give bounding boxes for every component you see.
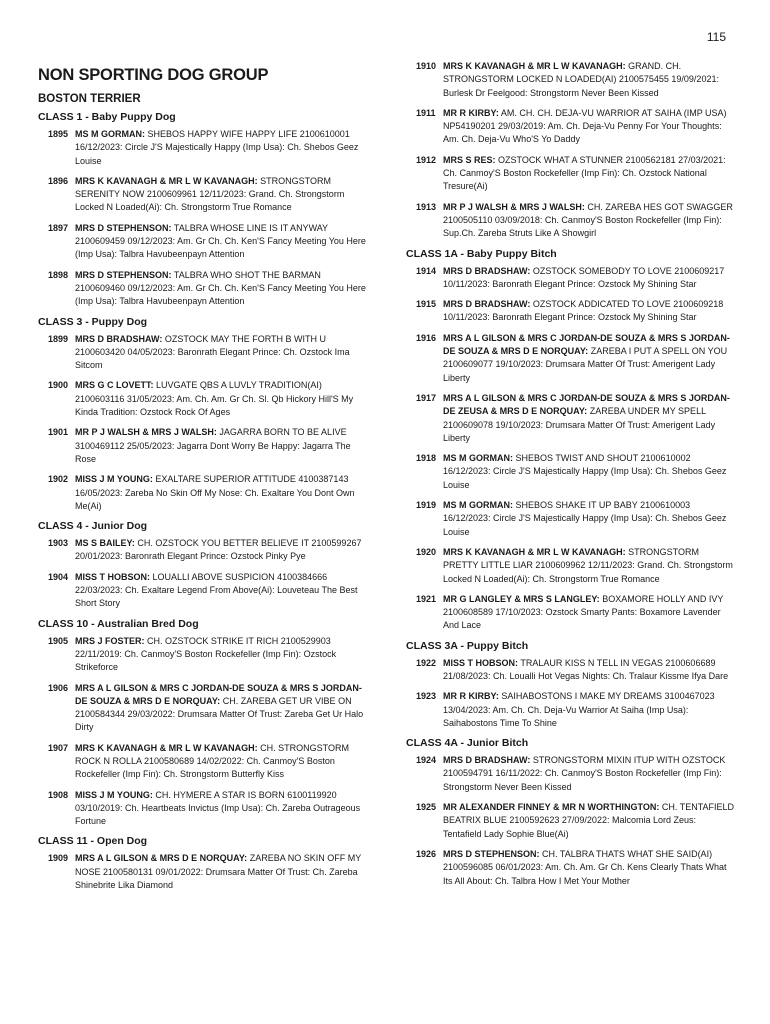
entry [406, 801, 736, 841]
entry [406, 265, 736, 292]
entry-owner: MRS K KAVANAGH & MR L W KAVANAGH: [443, 61, 626, 71]
class-section [38, 618, 368, 829]
entry-owner: MRS K KAVANAGH & MR L W KAVANAGH: [75, 742, 258, 753]
entry-owner: MRS D BRADSHAW: [443, 299, 531, 310]
entry-details: ZAREBA NO SKIN OFF MY NOSE 2100580131 09/01/2022: Drumsara Matter Of Trust: Ch. Zareba Shinebrite Lika Diamond [75, 853, 362, 891]
entry-owner: MRS K KAVANAGH & MR L W KAVANAGH: [443, 546, 626, 557]
entry-details: SHEBOS HAPPY WIFE HAPPY LIFE 2100610001 16/12/2023: Circle J'S Majestically Happy (Imp Usa): Ch. Shebos Geez Louise [75, 129, 359, 166]
entry-body [75, 571, 368, 611]
class-section [38, 835, 368, 892]
entry-number: 1918 [416, 453, 437, 464]
entry-body [443, 298, 736, 325]
entry-owner: MISS J M YOUNG: [75, 789, 153, 800]
group-title: NON SPORTING DOG GROUP [38, 66, 269, 84]
entry-owner: MRS J FOSTER: [75, 635, 145, 646]
class-title: CLASS 4A - Junior Bitch [406, 737, 529, 750]
entry-owner: MRS D STEPHENSON: [75, 269, 172, 280]
entry [406, 392, 736, 445]
class-title: CLASS 1A - Baby Puppy Bitch [406, 247, 557, 260]
entry-owner: MS M GORMAN: [75, 129, 145, 139]
entry-number: 1911 [416, 107, 436, 118]
entry-body [443, 848, 736, 888]
entry-body [443, 499, 736, 539]
entry-details: LUVGATE QBS A LUVLY TRADITION(AI) 2100603116 31/05/2023: Am. Ch. Am. Gr Ch. Sl. Qb Hickory Hill'S My Kinda Tradition: Ozstock Rock Of Ages [75, 380, 354, 418]
entry-body [75, 222, 368, 262]
entry-details: OZSTOCK ADDICATED TO LOVE 2100609218 10/11/2023: Baronrath Elegant Prince: Ozstock My Shining Star [443, 299, 724, 323]
entry-body [75, 426, 368, 466]
entry-number: 1925 [416, 802, 437, 813]
entry [38, 742, 368, 782]
class-title: CLASS 3A - Puppy Bitch [406, 639, 529, 652]
entry [38, 222, 368, 262]
entry-owner: MS M GORMAN: [443, 500, 513, 511]
entry-details: TALBRA WHOSE LINE IS IT ANYWAY 2100609459 09/12/2023: Am. Gr Ch. Ch. Ken'S Fancy Meeting You Here (Imp Usa): Talbra Havubeenpayn Attention [75, 222, 366, 260]
entry-body [75, 333, 368, 373]
entry-body [75, 682, 368, 735]
entry-body [443, 593, 736, 633]
entry-details: CH. OZSTOCK YOU BETTER BELIEVE IT 2100599267 20/01/2023: Baronrath Elegant Prince: Ozstock Pinky Pye [75, 538, 362, 562]
entry-body [443, 690, 736, 730]
entry-owner: MRS D BRADSHAW: [443, 265, 531, 276]
entry-details: BOXAMORE HOLLY AND IVY 2100608589 17/10/2023: Ozstock Smarty Pants: Boxamore Lavender And Lace [443, 593, 724, 631]
entry-number: 1922 [416, 657, 437, 668]
entry [406, 690, 736, 730]
entry [406, 452, 736, 492]
entry-number: 1919 [416, 500, 437, 511]
entry-number: 1912 [416, 154, 437, 165]
class-section [38, 316, 368, 514]
class-title: CLASS 1 - Baby Puppy Dog [38, 111, 176, 123]
entry-number: 1924 [416, 755, 437, 766]
entry-number: 1913 [416, 201, 437, 212]
entry-details: TALBRA WHO SHOT THE BARMAN 2100609460 09/12/2023: Am. Gr Ch. Ch. Ken'S Fancy Meeting You Here (Imp Usa): Talbra Havubeenpayn Attention [75, 269, 366, 307]
entry [406, 546, 736, 586]
entry-owner: MISS J M YOUNG: [75, 474, 153, 485]
entry-details: STRONGSTORM PRETTY LITTLE LIAR 2100609962 12/11/2023: Grand. Ch. Strongstorm Locked N Loaded(Ai): Ch. Strongstorm True Romance [443, 546, 733, 584]
class-section [406, 737, 736, 888]
entry [38, 789, 368, 829]
entry-number: 1920 [416, 546, 437, 557]
entry-number: 1907 [48, 742, 69, 753]
right-class-list [406, 60, 736, 888]
class-title: CLASS 4 - Junior Dog [38, 520, 148, 533]
entry [406, 298, 736, 325]
entry-number: 1906 [48, 682, 69, 693]
entry-details: CH. OZSTOCK STRIKE IT RICH 2100529903 22/11/2019: Ch. Canmoy'S Boston Rockefeller (Imp Fin): Ozstock Strikeforce [75, 635, 337, 673]
entry-number: 1899 [48, 333, 69, 344]
class-title: CLASS 10 - Australian Bred Dog [38, 617, 199, 630]
entry-owner: MR P J WALSH & MRS J WALSH: [75, 427, 217, 438]
entry [38, 473, 368, 513]
entry [38, 333, 368, 373]
entry-body [75, 128, 368, 168]
entry [406, 593, 736, 633]
entry-body [75, 537, 368, 564]
entry-details: OZSTOCK MAY THE FORTH B WITH U 2100603420 04/05/2023: Baronrath Elegant Prince: Ch. Ozstock Ima Sitcom [75, 333, 350, 371]
entry-number: 1902 [48, 474, 69, 485]
entry-owner: MR R KIRBY: [443, 107, 499, 118]
entry [406, 657, 736, 684]
entry [38, 682, 368, 735]
entry-number: 1903 [48, 538, 69, 549]
entry-owner: MRS G C LOVETT: [75, 380, 154, 391]
entry-number: 1917 [416, 392, 437, 403]
entry-number: 1908 [48, 789, 69, 800]
entry [38, 852, 368, 892]
entry-details: CH. TENTAFIELD BEATRIX BLUE 2100592623 27/09/2022: Malcomia Lord Zeus: Tentafield Lady Sophie Blue(Ai) [443, 802, 735, 839]
entry-owner: MISS T HOBSON: [443, 657, 519, 668]
entry [406, 754, 736, 794]
entry [38, 635, 368, 675]
entry [406, 499, 736, 539]
entry-owner: MRS A L GILSON & MRS C JORDAN-DE SOUZA & MRS S JORDAN-DE ZEUSA & MRS D E NORQUAY: [443, 392, 730, 417]
entry-body [443, 452, 736, 492]
class-section [38, 111, 368, 309]
entry-details: SAIHABOSTONS I MAKE MY DREAMS 3100467023 13/04/2023: Am. Ch. Ch. Deja-Vu Warrior At Saiha (Imp Usa): Saihabostons Time To Shine [443, 691, 715, 728]
entry [38, 426, 368, 466]
entry-owner: MRS A L GILSON & MRS D E NORQUAY: [75, 853, 248, 864]
entry-owner: MISS T HOBSON: [75, 571, 151, 582]
entry-body [443, 107, 736, 147]
entry-number: 1916 [416, 332, 437, 343]
entry-number: 1895 [48, 129, 69, 139]
entry [38, 128, 368, 168]
entry [38, 379, 368, 419]
entry-owner: MRS D BRADSHAW: [75, 333, 163, 344]
entry-number: 1909 [48, 853, 69, 864]
entry-number: 1900 [48, 380, 69, 391]
entry-number: 1914 [416, 265, 437, 276]
class-section [406, 640, 736, 730]
entry-number: 1910 [416, 61, 437, 71]
entry-body [443, 154, 736, 194]
entry-number: 1896 [48, 175, 69, 186]
breed-title: BOSTON TERRIER [38, 93, 141, 105]
entry-body [75, 175, 368, 215]
entry-details: CH. ZAREBA GET UR VIBE ON 2100584344 29/03/2022: Drumsara Matter Of Trust: Zareba Get Ur Halo Dirty [75, 695, 364, 733]
entry-body [75, 789, 368, 829]
class-section [38, 520, 368, 610]
entry-details: GRAND. CH. STRONGSTORM LOCKED N LOADED(AI) 2100575455 19/09/2021: Burlesk Dr Feelgood: Strongstorm Never Been Kissed [443, 61, 719, 98]
entry-details: CH. TALBRA THATS WHAT SHE SAID(AI) 2100596085 06/01/2023: Am. Ch. Am. Gr Ch. Kens Clearly Thats What Its All About: Ch. Talbra How I Met Your Mother [443, 848, 727, 886]
entry-number: 1904 [48, 571, 69, 582]
entry-details: STRONGSTORM SERENITY NOW 2100609961 12/11/2023: Grand. Ch. Strongstorm Locked N Loaded(Ai): Ch. Strongstorm True Romance [75, 175, 345, 213]
entry-body [443, 657, 736, 684]
entry-details: ZAREBA I PUT A SPELL ON YOU 2100609077 19/10/2023: Drumsara Matter Of Trust: Amerigent Lady Liberty [443, 346, 728, 383]
entry-owner: MRS D STEPHENSON: [75, 222, 172, 233]
entry-details: SHEBOS SHAKE IT UP BABY 2100610003 16/12/2023: Circle J'S Majestically Happy (Imp Usa): Ch. Shebos Geez Louise [443, 500, 727, 537]
entry [406, 60, 736, 100]
left-class-list [38, 111, 368, 892]
entry-body [443, 392, 736, 445]
entry [38, 269, 368, 309]
class-title: CLASS 11 - Open Dog [38, 835, 148, 848]
class-section [406, 248, 736, 633]
entry-owner: MR R KIRBY: [443, 691, 499, 702]
entry [38, 537, 368, 564]
entry-number: 1926 [416, 848, 437, 859]
entry-body [443, 201, 736, 241]
entry-details: ZAREBA UNDER MY SPELL 2100609078 19/10/2023: Drumsara Matter Of Trust: Amerigent Lady Liberty [443, 406, 716, 443]
entry-details: TRALAUR KISS N TELL IN VEGAS 2100606689 21/08/2023: Ch. Loualli Hot Vegas Nights: Ch. Tralaur Kissme Ifya Dare [443, 657, 729, 681]
class-title: CLASS 3 - Puppy Dog [38, 315, 148, 328]
entry-details: OZSTOCK SOMEBODY TO LOVE 2100609217 10/11/2023: Baronrath Elegant Prince: Ozstock My Shining Star [443, 265, 725, 289]
entry-details: STRONGSTORM MIXIN ITUP WITH OZSTOCK 2100594791 16/11/2022: Ch. Canmoy'S Boston Rockefeller (Imp Fin): Strongstorm Never Been Kissed [443, 755, 726, 792]
entry-body [75, 742, 368, 782]
entry-owner: MS M GORMAN: [443, 453, 513, 464]
entry-body [443, 265, 736, 292]
entry-details: OZSTOCK WHAT A STUNNER 2100562181 27/03/2021: Ch. Canmoy'S Boston Rockefeller (Imp Fin): Ch. Ozstock National Tresure(Ai) [443, 154, 726, 192]
entry-body [443, 332, 736, 385]
entry-owner: MRS D BRADSHAW: [443, 755, 531, 766]
right-column [406, 60, 736, 895]
entry-number: 1921 [416, 593, 437, 604]
entry-owner: MR G LANGLEY & MRS S LANGLEY: [443, 593, 600, 604]
entry [406, 201, 736, 241]
entry-owner: MR P J WALSH & MRS J WALSH: [443, 201, 585, 212]
entry-body [75, 473, 368, 513]
entry-body [443, 546, 736, 586]
entry-owner: MRS D STEPHENSON: [443, 848, 540, 859]
entry-body [443, 60, 736, 100]
entry-body [75, 269, 368, 309]
entry-details: JAGARRA BORN TO BE ALIVE 3100469112 25/05/2023: Jagarra Dont Worry Be Happy: Jagarra The Rose [75, 427, 351, 464]
entry-number: 1915 [416, 299, 437, 310]
entry-owner: MRS A L GILSON & MRS C JORDAN-DE SOUZA & MRS S JORDAN-DE SOUZA & MRS D E NORQUAY: [443, 332, 730, 357]
entry-number: 1905 [48, 635, 69, 646]
entry-details: AM. CH. CH. DEJA-VU WARRIOR AT SAIHA (IMP USA) NP54190201 29/03/2019: Am. Ch. Deja-Vu Penny For Your Thoughts: Am. Ch. Deja-Vu Who'S Yo Daddy [443, 107, 727, 145]
entry-details: LOUALLI ABOVE SUSPICION 4100384666 22/03/2023: Ch. Exaltare Legend From Above(Ai): Louveteau The Best Short Story [75, 571, 358, 609]
entry [406, 154, 736, 194]
left-column [38, 60, 368, 899]
entry-body [75, 635, 368, 675]
entry-owner: MS S BAILEY: [75, 538, 135, 549]
entry-body [443, 801, 736, 841]
entry-body [75, 379, 368, 419]
entry-owner: MR ALEXANDER FINNEY & MR N WORTHINGTON: [443, 802, 660, 813]
entry-details: CH. STRONGSTORM ROCK N ROLLA 2100580689 14/02/2022: Ch. Canmoy'S Boston Rockefeller (Imp Fin): Ch. Strongstorm Butterfly Kiss [75, 742, 350, 780]
entry-body [75, 852, 368, 892]
page-number: 115 [706, 30, 726, 44]
entry-number: 1901 [48, 427, 69, 438]
entry [406, 848, 736, 888]
entry [406, 107, 736, 147]
entry [406, 332, 736, 385]
entry-owner: MRS S RES: [443, 154, 496, 165]
entry-details: CH. ZAREBA HES GOT SWAGGER 2100505110 03/09/2018: Ch. Canmoy'S Boston Rockefeller (Imp Fin): Sup.Ch. Zareba Struts Like A Showgirl [443, 201, 733, 239]
entry-owner: MRS A L GILSON & MRS C JORDAN-DE SOUZA & MRS S JORDAN-DE SOUZA & MRS D E NORQUAY: [75, 682, 362, 706]
entry-details: SHEBOS TWIST AND SHOUT 2100610002 16/12/2023: Circle J'S Majestically Happy (Imp Usa): Ch. Shebos Geez Louise [443, 453, 727, 490]
class-section [406, 60, 736, 241]
entry-details: CH. HYMERE A STAR IS BORN 6100119920 03/10/2019: Ch. Heartbeats Invictus (Imp Usa): Ch. Zareba Outrageous Fortune [75, 789, 361, 827]
entry-number: 1897 [48, 222, 69, 233]
entry-number: 1898 [48, 269, 69, 280]
entry-details: EXALTARE SUPERIOR ATTITUDE 4100387143 16/05/2023: Zareba No Skin Off My Nose: Ch. Exaltare You Dont Own Me(Ai) [75, 474, 355, 511]
entry-owner: MRS K KAVANAGH & MR L W KAVANAGH: [75, 175, 258, 186]
entry [38, 571, 368, 611]
entry [38, 175, 368, 215]
entry-number: 1923 [416, 691, 437, 702]
entry-body [443, 754, 736, 794]
